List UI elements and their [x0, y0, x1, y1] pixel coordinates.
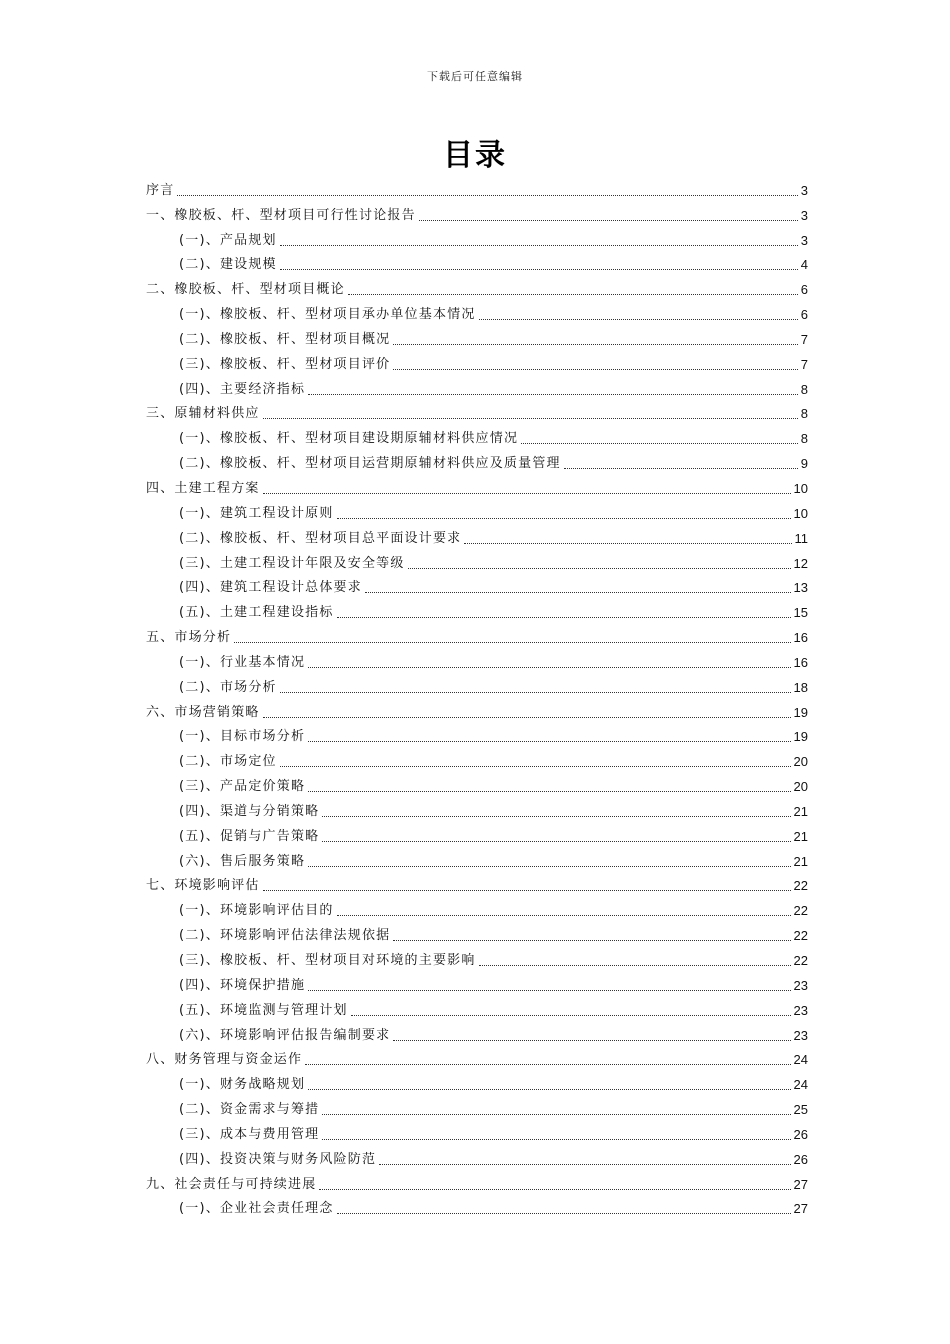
- toc-entry-page-number: 8: [800, 431, 808, 447]
- toc-entry[interactable]: [146, 621, 808, 646]
- toc-entry[interactable]: [146, 447, 808, 472]
- toc-entry-page-number: 16: [793, 630, 808, 646]
- toc-entry-label: (二)、橡胶板、杆、型材项目运营期原辅材料供应及质量管理: [179, 456, 561, 472]
- toc-entry-page-number: 15: [793, 605, 808, 621]
- toc-entry-label: (二)、橡胶板、杆、型材项目概况: [179, 331, 391, 347]
- dot-leader: [308, 1088, 790, 1090]
- toc-entry-label: 一、橡胶板、杆、型材项目可行性讨论报告: [146, 207, 416, 223]
- toc-entry-label: (一)、环境影响评估目的: [179, 903, 334, 919]
- table-of-contents: [146, 174, 808, 1217]
- toc-entry-page-number: 21: [793, 853, 808, 869]
- toc-entry[interactable]: [146, 894, 808, 919]
- toc-entry-label: (五)、促销与广告策略: [179, 828, 320, 844]
- toc-entry-page-number: 7: [800, 331, 808, 347]
- toc-entry-page-number: 6: [800, 307, 808, 323]
- toc-entry-label: (五)、环境监测与管理计划: [179, 1002, 348, 1018]
- toc-entry-page-number: 11: [794, 530, 808, 546]
- toc-entry-label: (一)、目标市场分析: [179, 729, 306, 745]
- toc-entry-label: (四)、建筑工程设计总体要求: [179, 580, 362, 596]
- toc-entry-page-number: 22: [793, 928, 808, 944]
- dot-leader: [319, 1188, 790, 1190]
- toc-entry-page-number: 22: [793, 878, 808, 894]
- toc-entry-page-number: 23: [793, 1027, 808, 1043]
- dot-leader: [337, 914, 791, 916]
- toc-entry[interactable]: [146, 795, 808, 820]
- toc-entry-label: 二、橡胶板、杆、型材项目概论: [146, 282, 345, 298]
- toc-entry-page-number: 16: [793, 654, 808, 670]
- toc-entry[interactable]: [146, 919, 808, 944]
- toc-entry[interactable]: [146, 1168, 808, 1193]
- toc-entry[interactable]: [146, 646, 808, 671]
- dot-leader: [393, 1039, 790, 1041]
- toc-entry[interactable]: [146, 1019, 808, 1044]
- toc-entry[interactable]: [146, 472, 808, 497]
- toc-entry-page-number: 8: [800, 381, 808, 397]
- toc-entry-page-number: 3: [800, 182, 808, 198]
- toc-entry-page-number: 19: [793, 729, 808, 745]
- toc-entry-page-number: 9: [800, 456, 808, 472]
- toc-entry-page-number: 3: [800, 232, 808, 248]
- toc-entry-label: (四)、渠道与分销策略: [179, 803, 320, 819]
- toc-entry[interactable]: [146, 1068, 808, 1093]
- toc-entry[interactable]: [146, 1143, 808, 1168]
- dot-leader: [308, 393, 798, 395]
- toc-entry-label: (一)、橡胶板、杆、型材项目建设期原辅材料供应情况: [179, 431, 519, 447]
- toc-entry-page-number: 18: [793, 679, 808, 695]
- toc-entry[interactable]: [146, 497, 808, 522]
- dot-leader: [393, 939, 790, 941]
- toc-entry[interactable]: [146, 249, 808, 274]
- toc-entry[interactable]: [146, 845, 808, 870]
- toc-entry[interactable]: [146, 721, 808, 746]
- toc-entry-label: (三)、橡胶板、杆、型材项目对环境的主要影响: [179, 953, 476, 968]
- toc-entry[interactable]: [146, 572, 808, 597]
- toc-entry[interactable]: [146, 547, 808, 572]
- toc-entry-label: (六)、售后服务策略: [179, 853, 306, 869]
- dot-leader: [393, 343, 797, 345]
- toc-entry[interactable]: [146, 596, 808, 621]
- toc-entry[interactable]: [146, 696, 808, 721]
- toc-entry[interactable]: [146, 671, 808, 696]
- toc-entry-page-number: 10: [793, 480, 808, 496]
- dot-leader: [337, 1212, 791, 1214]
- toc-entry-label: (二)、资金需求与筹措: [179, 1102, 320, 1118]
- toc-entry-page-number: 6: [800, 282, 808, 298]
- toc-entry-page-number: 22: [793, 953, 808, 968]
- toc-entry[interactable]: [146, 1118, 808, 1143]
- dot-leader: [393, 368, 797, 370]
- toc-entry-page-number: 25: [793, 1102, 808, 1118]
- toc-entry-label: 序言: [146, 182, 175, 198]
- dot-leader: [365, 591, 791, 593]
- toc-entry[interactable]: [146, 323, 808, 348]
- toc-entry-label: (四)、投资决策与财务风险防范: [179, 1151, 377, 1167]
- toc-entry[interactable]: [146, 348, 808, 373]
- toc-entry-label: (二)、橡胶板、杆、型材项目总平面设计要求: [179, 530, 462, 546]
- toc-entry-label: (四)、环境保护措施: [179, 977, 306, 993]
- toc-entry-label: (二)、环境影响评估法律法规依据: [179, 928, 391, 944]
- toc-entry-label: (三)、产品定价策略: [179, 779, 306, 795]
- dot-leader: [337, 616, 791, 618]
- dot-leader: [308, 740, 790, 742]
- toc-entry-label: (二)、建设规模: [179, 257, 277, 273]
- toc-entry-label: 六、市场营销策略: [146, 704, 260, 720]
- dot-leader: [280, 244, 798, 246]
- dot-leader: [308, 989, 790, 991]
- toc-entry[interactable]: [146, 1093, 808, 1118]
- toc-entry[interactable]: [146, 224, 808, 249]
- toc-entry[interactable]: [146, 373, 808, 398]
- dot-leader: [521, 442, 798, 444]
- toc-entry[interactable]: [146, 870, 808, 895]
- toc-entry-page-number: 27: [793, 1201, 808, 1217]
- toc-entry-page-number: 21: [793, 828, 808, 844]
- dot-leader: [263, 417, 798, 419]
- toc-entry[interactable]: [146, 1193, 808, 1218]
- toc-entry[interactable]: [146, 820, 808, 845]
- toc-entry-label: 三、原辅材料供应: [146, 406, 260, 422]
- dot-leader: [280, 691, 791, 693]
- toc-entry-page-number: 22: [793, 903, 808, 919]
- toc-entry-label: (一)、企业社会责任理念: [179, 1201, 334, 1217]
- toc-entry-label: 五、市场分析: [146, 630, 232, 646]
- toc-entry[interactable]: [146, 745, 808, 770]
- toc-entry-label: (一)、建筑工程设计原则: [179, 505, 334, 521]
- toc-entry[interactable]: [146, 522, 808, 547]
- toc-entry-label: (一)、财务战略规划: [179, 1077, 306, 1093]
- toc-entry[interactable]: [146, 398, 808, 423]
- dot-leader: [308, 865, 790, 867]
- toc-entry-label: (二)、市场分析: [179, 679, 277, 695]
- dot-leader: [263, 889, 791, 891]
- toc-entry[interactable]: [146, 422, 808, 447]
- page-title: 目录: [443, 138, 507, 173]
- toc-entry-page-number: 27: [793, 1176, 808, 1192]
- dot-leader: [308, 790, 790, 792]
- toc-entry-label: (三)、成本与费用管理: [179, 1126, 320, 1142]
- toc-entry[interactable]: [146, 770, 808, 795]
- page-header: 下载后可任意编辑: [427, 70, 523, 83]
- toc-entry[interactable]: [146, 199, 808, 224]
- dot-leader: [419, 219, 798, 221]
- toc-entry-page-number: 24: [793, 1052, 808, 1068]
- toc-entry-page-number: 4: [800, 257, 808, 273]
- toc-entry-label: 四、土建工程方案: [146, 480, 260, 496]
- toc-entry-label: (六)、环境影响评估报告编制要求: [179, 1027, 391, 1043]
- toc-entry[interactable]: [146, 273, 808, 298]
- toc-entry-page-number: 7: [800, 356, 808, 372]
- toc-entry-label: 七、环境影响评估: [146, 878, 260, 894]
- toc-entry-label: (一)、产品规划: [179, 232, 277, 248]
- toc-entry-label: (二)、市场定位: [179, 754, 277, 770]
- toc-entry-page-number: 26: [793, 1151, 808, 1167]
- toc-entry-page-number: 13: [793, 580, 808, 596]
- dot-leader: [305, 1063, 790, 1065]
- dot-leader: [322, 815, 790, 817]
- dot-leader: [379, 1163, 790, 1165]
- toc-entry[interactable]: [146, 298, 808, 323]
- toc-entry[interactable]: [146, 174, 808, 199]
- toc-entry[interactable]: [146, 1044, 808, 1069]
- dot-leader: [322, 1138, 790, 1140]
- toc-entry-page-number: 26: [793, 1126, 808, 1142]
- dot-leader: [348, 293, 798, 295]
- dot-leader: [479, 318, 798, 320]
- toc-entry-page-number: 12: [793, 555, 808, 571]
- toc-entry-page-number: 23: [793, 977, 808, 993]
- dot-leader: [351, 1014, 791, 1016]
- toc-entry-page-number: 23: [793, 1002, 808, 1018]
- dot-leader: [308, 666, 790, 668]
- toc-entry-page-number: 10: [793, 505, 808, 521]
- dot-leader: [177, 194, 797, 196]
- dot-leader: [263, 492, 791, 494]
- toc-entry-label: (三)、橡胶板、杆、型材项目评价: [179, 356, 391, 372]
- toc-entry-label: (一)、行业基本情况: [179, 654, 306, 670]
- toc-entry-page-number: 3: [800, 207, 808, 223]
- toc-entry-page-number: 20: [793, 779, 808, 795]
- dot-leader: [322, 1113, 790, 1115]
- dot-leader: [464, 542, 791, 544]
- toc-entry-page-number: 19: [793, 704, 808, 720]
- toc-entry-label: 九、社会责任与可持续进展: [146, 1176, 317, 1192]
- dot-leader: [234, 641, 790, 643]
- dot-leader: [322, 840, 790, 842]
- toc-entry-page-number: 8: [800, 406, 808, 422]
- toc-entry[interactable]: [146, 969, 808, 994]
- toc-entry-label: 八、财务管理与资金运作: [146, 1052, 303, 1068]
- dot-leader: [564, 467, 798, 469]
- toc-entry-page-number: 21: [793, 803, 808, 819]
- toc-entry-label: (四)、主要经济指标: [179, 381, 306, 397]
- dot-leader: [280, 765, 791, 767]
- dot-leader: [280, 268, 798, 270]
- dot-leader: [479, 964, 791, 966]
- dot-leader: [263, 716, 791, 718]
- toc-entry-label: (一)、橡胶板、杆、型材项目承办单位基本情况: [179, 307, 476, 323]
- toc-entry-page-number: 20: [793, 754, 808, 770]
- dot-leader: [337, 517, 791, 519]
- toc-entry[interactable]: [146, 944, 808, 969]
- toc-entry-page-number: 24: [793, 1077, 808, 1093]
- toc-entry-label: (三)、土建工程设计年限及安全等级: [179, 555, 405, 571]
- dot-leader: [408, 567, 791, 569]
- toc-entry-label: (五)、土建工程建设指标: [179, 605, 334, 621]
- toc-entry[interactable]: [146, 994, 808, 1019]
